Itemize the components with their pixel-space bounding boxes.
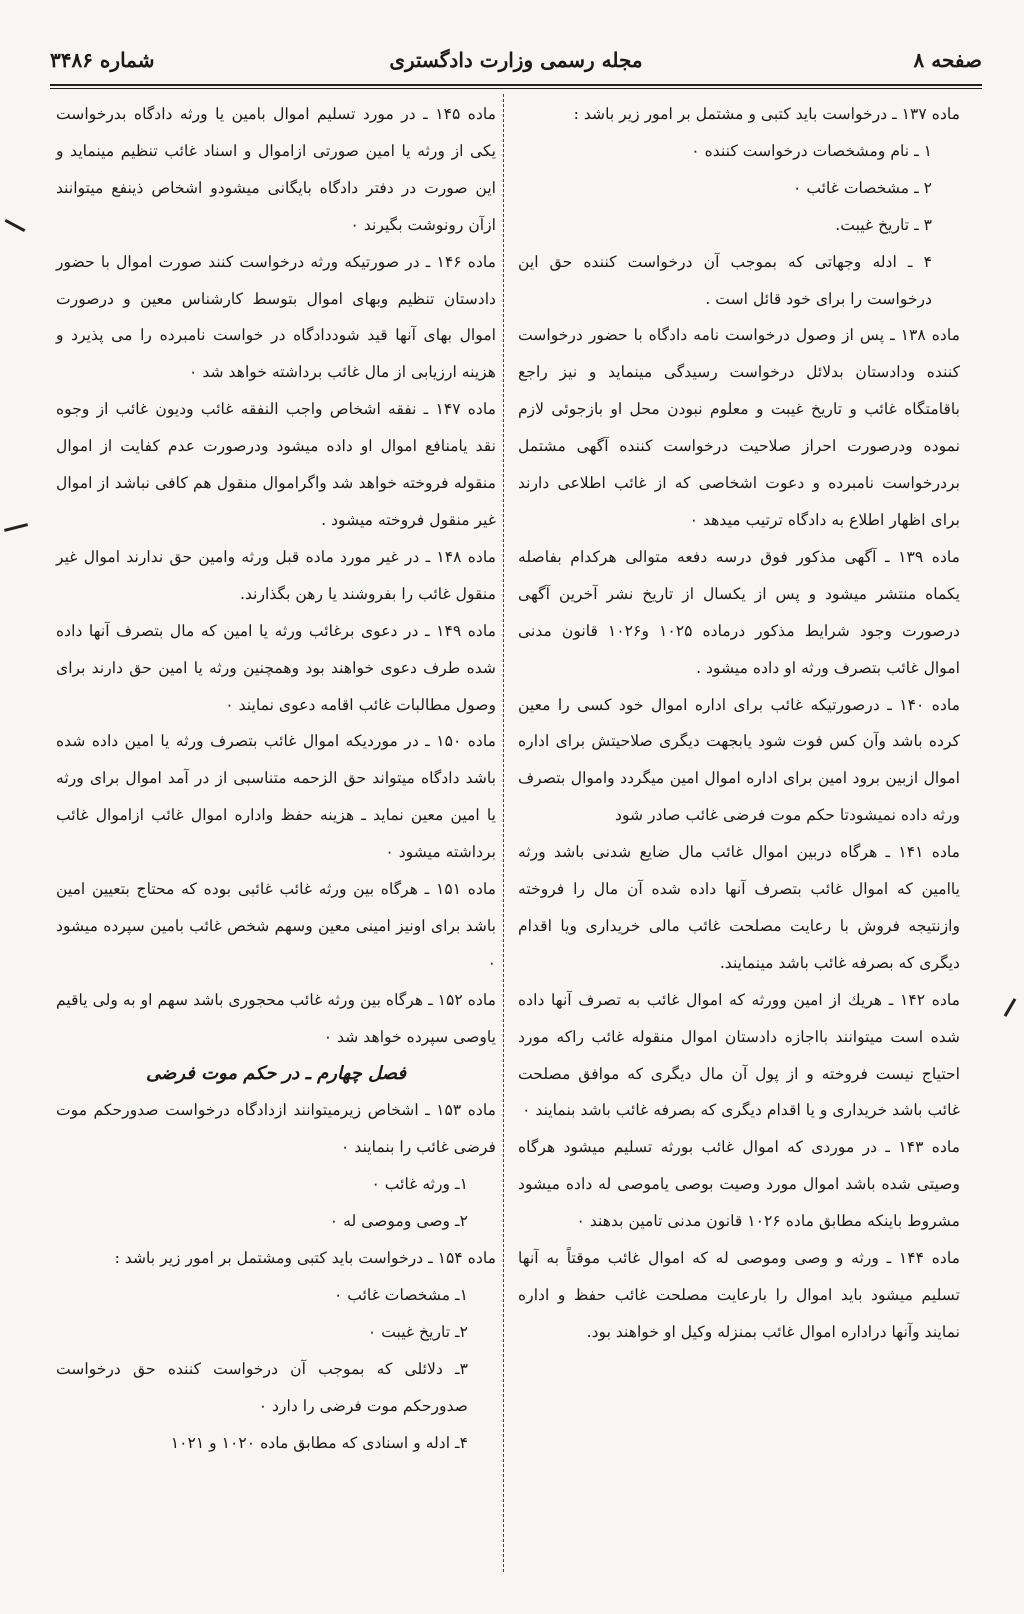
article-143: ماده ۱۴۳ ـ در موردی که اموال غائب بورثه تسلیم میشود هرگاه وصیتی شده باشد اموال مورد وصیت بوصی یاموصی له داده میشود مشروط باینکه مطابق ماده ۱۰۲۶ قانون مدنی تامین بدهند ۰ (518, 1138, 960, 1231)
article-141: ماده ۱۴۱ ـ هرگاه دربین اموال غائب مال ضایع شدنی باشد ورثه یاامین که اموال غائب بتصرف آنها داده شده آن مال را فروخته وازنتیجه فروش با رعایت مصلحت غائب مالی خریداری ویا اقدام دیگری که بصرفه غائب باشد مینمایند. (518, 843, 960, 972)
article-138: ماده ۱۳۸ ـ پس از وصول درخواست نامه دادگاه با حضور درخواست کننده ودادستان بدلائل درخواست رسیدگی مینماید و نیز راجع باقامتگاه غائب و تاریخ غیبت و معلوم نبودن محل او بازجوئی لازم نموده ودرصورت احراز صلاحیت درخواست کننده آگهی مشتمل بردرخواست نامبرده و دعوت اشخاصی که از غائب اطلاعی دارند برای اظهار اطلاع به دادگاه ترتیب میدهد ۰ (518, 326, 960, 529)
article-153: ماده ۱۵۳ ـ اشخاص زیرمیتوانند ازدادگاه درخواست صدورحکم موت فرضی غائب را بنمایند ۰ (56, 1101, 496, 1157)
section-title: فصل چهارم ـ در حکم موت فرضی (146, 1062, 406, 1084)
article-145: ماده ۱۴۵ ـ در مورد تسلیم اموال بامین یا ورثه دادگاه بدرخواست یکی از ورثه یا امین صورتی ازاموال و اسناد غائب تنظیم مینماید و این صورت در دفتر دادگاه بایگانی میشودو اشخاص ذینفع میتوانند ازآن رونوشت بگیرند ۰ (56, 105, 496, 234)
article-139: ماده ۱۳۹ ـ آگهی مذکور فوق درسه دفعه متوالی هرکدام بفاصله یکماه منتشر میشود و پس از یکسال از تاریخ نشر آخرین آگهی درصورت وجود شرایط مذکور درماده ۱۰۲۵ و۱۰۲۶ قانون مدنی اموال غائب بتصرف ورثه او داده میشود . (518, 547, 960, 677)
article-146: ماده ۱۴۶ ـ در صورتیکه ورثه درخواست کنند صورت اموال با حضور دادستان تنظیم وبهای اموال بتوسط کارشناس معین و درصورت اموال بهای آنها قید شوددادگاه در خواست نامبرده را می پذیرد و هزینه ارزیابی از مال غائب برداشته خواهد شد ۰ (56, 252, 496, 382)
right-column (518, 96, 960, 1351)
list-item: ۳ ـ تاریخ غیبت. (835, 215, 932, 234)
article-152: ماده ۱۵۲ ـ هرگاه بین ورثه غائب محجوری باشد سهم او به ولی یاقیم یاوصی سپرده خواهد شد ۰ (56, 990, 496, 1046)
header-rule (50, 84, 982, 89)
article-137: ماده ۱۳۷ ـ درخواست باید کتبی و مشتمل بر امور زیر باشد : (573, 105, 960, 123)
list-item: ۱ـ ورثه غائب ۰ (371, 1175, 468, 1194)
scan-mark (4, 523, 28, 532)
journal-title: مجله رسمی وزارت دادگستری (389, 48, 643, 72)
article-142: ماده ۱۴۲ ـ هریك از امین وورثه که اموال غائب به تصرف آنها داده شده است میتوانند بااجازه دادستان اموال منقوله غائب راکه مورد احتیاج نیست فروخته و از پول آن مال دیگری که موافق مصلحت غائب باشد خریداری و یا اقدام دیگری که بصرفه غائب باشد بنمایند ۰ (518, 990, 960, 1120)
page-number: صفحه ۸ (913, 48, 982, 72)
article-144: ماده ۱۴۴ ـ ورثه و وصی وموصی له که اموال غائب موقتاً به آنها تسلیم میشود باید اموال را بارعایت مصلحت غائب حفظ و اداره نمایند وآنها دراداره اموال غائب بمنزله وکیل او خواهند بود. (518, 1249, 960, 1341)
issue-number: شماره ۳۴۸۶ (50, 48, 155, 72)
page-header (50, 40, 982, 86)
column-divider (503, 94, 504, 1572)
article-154: ماده ۱۵۴ ـ درخواست باید کتبی ومشتمل بر امور زیر باشد : (114, 1249, 496, 1268)
list-item: ۲ ـ مشخصات غائب ۰ (792, 178, 932, 197)
article-148: ماده ۱۴۸ ـ در غیر مورد ماده قبل ورثه وامین حق ندارند اموال غیر منقول غائب را بفروشند یا رهن بگذارند. (56, 547, 496, 603)
left-column (56, 96, 496, 1462)
scan-mark (5, 219, 26, 232)
list-item: ۱ ـ نام ومشخصات درخواست کننده ۰ (691, 141, 932, 160)
list-item: ۲ـ تاریخ غیبت ۰ (367, 1322, 468, 1341)
list-item: ۱ـ مشخصات غائب ۰ (333, 1286, 468, 1304)
article-140: ماده ۱۴۰ ـ درصورتیکه غائب برای اداره اموال خود کسی را معین کرده باشد وآن کس فوت شود یابجهت دیگری صلاحیتش برای اداره اموال ازبین برود امین برای اداره اموال امین میگردد واموال بتصرف ورثه داده نمیشودتا حکم موت فرضی غائب صادر شود (518, 695, 960, 825)
article-147: ماده ۱۴۷ ـ نفقه اشخاص واجب النفقه غائب وديون غائب از وجوه نقد یامنافع اموال او داده میشود ودرصورت عدم کفایت از اموال منقوله فروخته خواهد شد واگراموال منقول هم کافی نباشد از اموال غیر منقول فروخته میشود . (56, 400, 496, 529)
list-item: ۴ ـ ادله وجهاتی که بموجب آن درخواست کننده حق این درخواست را برای خود قائل است . (518, 252, 932, 308)
article-151: ماده ۱۵۱ ـ هرگاه بین ورثه غائب غائبی بوده که محتاج بتعیین امین باشد برای اونیز امینی معین وسهم شخص غائب بامین سپرده میشود ۰ (56, 880, 496, 972)
article-149: ماده ۱۴۹ ـ در دعوی برغائب ورثه یا امین که مال بتصرف آنها داده شده طرف دعوی خواهند بود وهمچنین ورثه یا امین حق دارند برای وصول مطالبات غائب اقامه دعوی نمایند ۰ (56, 621, 496, 714)
list-item: ۲ـ وصی وموصی له ۰ (329, 1212, 468, 1231)
list-item: ۳ـ دلائلی که بموجب آن درخواست کننده حق درخواست صدورحکم موت فرضی را دارد ۰ (56, 1359, 468, 1415)
list-item: ۴ـ ادله و اسنادی که مطابق ماده ۱۰۲۰ و ۱۰۲۱ (170, 1433, 468, 1452)
article-150: ماده ۱۵۰ ـ در موردیکه اموال غائب بتصرف ورثه یا امین داده شده باشد دادگاه میتواند حق الزحمه متناسبی از در آمد اموال برای ورثه یا امین معین نماید ـ هزینه حفظ واداره اموال غائب ازاموال غائب برداشته میشود ۰ (56, 732, 496, 862)
scan-mark (1004, 998, 1017, 1017)
